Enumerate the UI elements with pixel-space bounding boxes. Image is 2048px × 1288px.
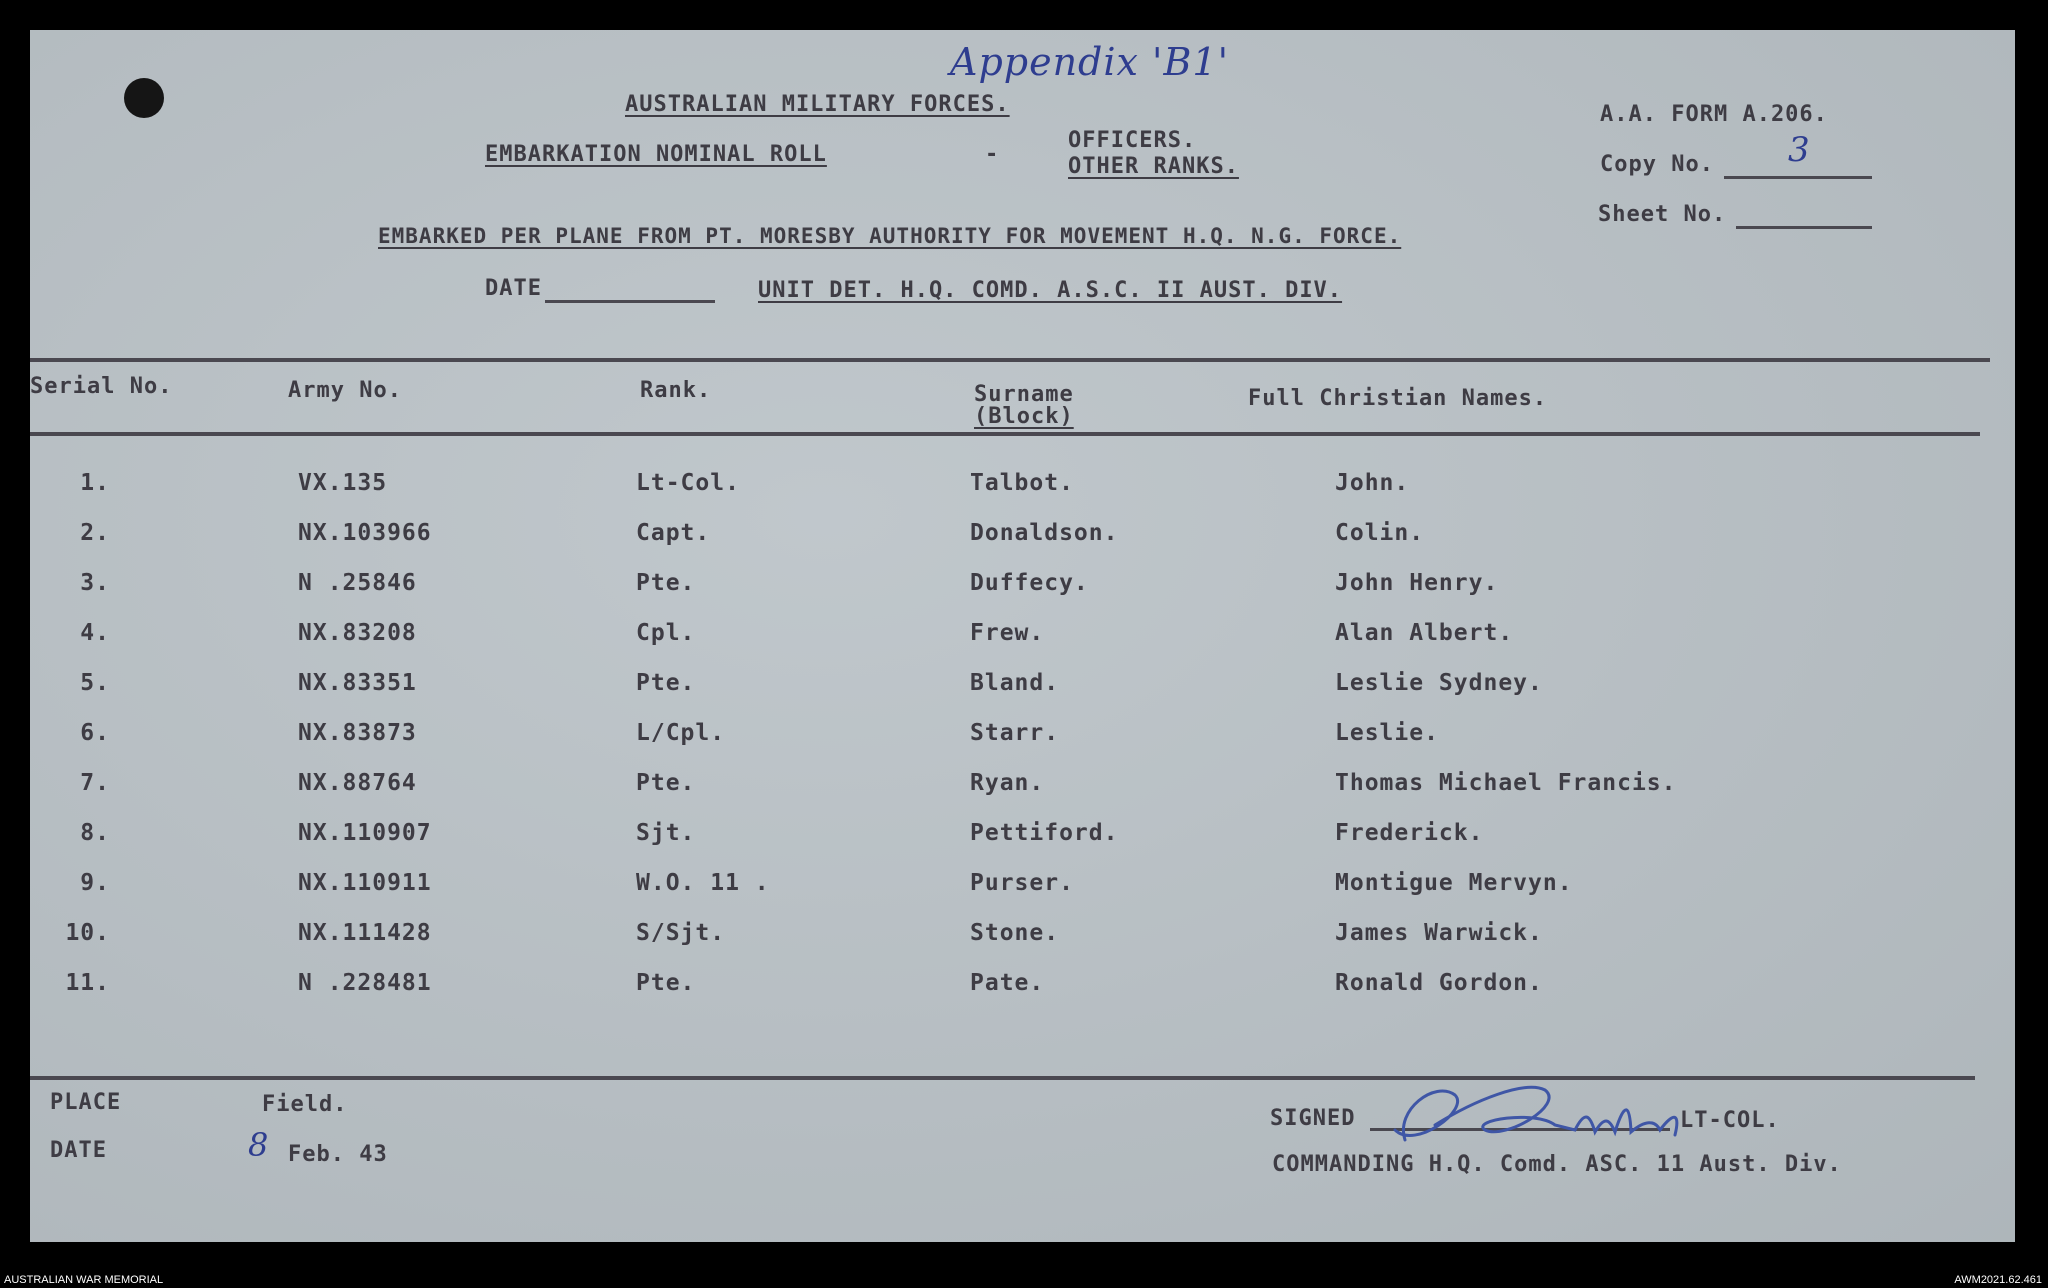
names-cell: James Warwick. — [1335, 920, 1543, 946]
army-no-cell: N .25846 — [298, 570, 417, 596]
surname-cell: Starr. — [970, 720, 1060, 746]
date-value-bottom: Feb. 43 — [288, 1142, 388, 1167]
copy-no-value: 3 — [1788, 130, 1811, 170]
army-no-cell: NX.88764 — [298, 770, 417, 796]
surname-cell: Bland. — [970, 670, 1060, 696]
table-row — [30, 570, 2015, 610]
rank-cell: Pte. — [636, 970, 696, 996]
surname-cell: Talbot. — [970, 470, 1074, 496]
serial-cell: 4. — [80, 620, 110, 646]
names-cell: Thomas Michael Francis. — [1335, 770, 1677, 796]
col-full-names: Full Christian Names. — [1248, 386, 1548, 411]
org-heading: AUSTRALIAN MILITARY FORCES. — [625, 92, 1010, 117]
names-cell: Frederick. — [1335, 820, 1484, 846]
names-cell: John Henry. — [1335, 570, 1499, 596]
table-row — [30, 520, 2015, 560]
army-no-cell: NX.83873 — [298, 720, 417, 746]
date-label-top: DATE — [485, 276, 542, 301]
serial-cell: 1. — [80, 470, 110, 496]
rank-cell: L/Cpl. — [636, 720, 726, 746]
embarked-line: EMBARKED PER PLANE FROM PT. MORESBY AUTHORITY FOR MOVEMENT H.Q. N.G. FORCE. — [378, 224, 1402, 248]
title-dash: - — [985, 142, 1000, 167]
unit-line: UNIT DET. H.Q. COMD. A.S.C. II AUST. DIV. — [758, 278, 1343, 303]
names-cell: Montigue Mervyn. — [1335, 870, 1573, 896]
date-line-top — [545, 300, 715, 303]
rank-cell: Sjt. — [636, 820, 696, 846]
col-army-no: Army No. — [288, 378, 402, 403]
surname-cell: Stone. — [970, 920, 1060, 946]
rank-cell: W.O. 11 . — [636, 870, 770, 896]
rank-cell: Pte. — [636, 570, 696, 596]
other-ranks-label: OTHER RANKS. — [1068, 154, 1239, 179]
document-sheet — [30, 30, 2015, 1242]
col-surname-block: (Block) — [974, 404, 1074, 429]
date-label-bottom: DATE — [50, 1138, 107, 1163]
col-serial: Serial No. — [30, 374, 173, 399]
army-no-cell: NX.110911 — [298, 870, 432, 896]
serial-cell: 5. — [80, 670, 110, 696]
form-number: A.A. FORM A.206. — [1600, 102, 1828, 127]
serial-cell: 8. — [80, 820, 110, 846]
roll-title: EMBARKATION NOMINAL ROLL — [485, 142, 827, 167]
army-no-cell: NX.111428 — [298, 920, 432, 946]
officers-label: OFFICERS. — [1068, 128, 1197, 153]
serial-cell: 3. — [80, 570, 110, 596]
signed-label: SIGNED — [1270, 1106, 1356, 1131]
surname-cell: Frew. — [970, 620, 1045, 646]
place-label: PLACE — [50, 1090, 122, 1115]
names-cell: Alan Albert. — [1335, 620, 1514, 646]
sheet-no-label: Sheet No. — [1598, 202, 1727, 227]
names-cell: John. — [1335, 470, 1410, 496]
table-row — [30, 920, 2015, 960]
table-row — [30, 870, 2015, 910]
rank-cell: Pte. — [636, 770, 696, 796]
rank-cell: Cpl. — [636, 620, 696, 646]
names-cell: Leslie Sydney. — [1335, 670, 1543, 696]
names-cell: Leslie. — [1335, 720, 1439, 746]
table-row — [30, 820, 2015, 860]
table-row — [30, 720, 2015, 760]
serial-cell: 11. — [65, 970, 110, 996]
commanding-line: COMMANDING H.Q. Comd. ASC. 11 Aust. Div. — [1272, 1152, 1842, 1177]
surname-cell: Ryan. — [970, 770, 1045, 796]
army-no-cell: NX.110907 — [298, 820, 432, 846]
col-rank: Rank. — [640, 378, 712, 403]
serial-cell: 10. — [65, 920, 110, 946]
archive-footer — [0, 1245, 2048, 1288]
date-day-handwritten: 8 — [248, 1126, 270, 1164]
surname-cell: Duffecy. — [970, 570, 1089, 596]
handwritten-appendix-note: Appendix 'B1' — [950, 40, 1230, 84]
copy-no-line — [1724, 176, 1872, 179]
surname-cell: Pettiford. — [970, 820, 1119, 846]
footer-institution: AUSTRALIAN WAR MEMORIAL — [4, 1274, 164, 1286]
rank-cell: Pte. — [636, 670, 696, 696]
rank-cell: S/Sjt. — [636, 920, 726, 946]
table-row — [30, 770, 2015, 810]
rank-cell: Lt-Col. — [636, 470, 740, 496]
serial-cell: 6. — [80, 720, 110, 746]
names-cell: Colin. — [1335, 520, 1425, 546]
army-no-cell: N .228481 — [298, 970, 432, 996]
table-top-rule — [30, 358, 1990, 362]
army-no-cell: NX.103966 — [298, 520, 432, 546]
table-row — [30, 970, 2015, 1010]
table-header-rule — [30, 432, 1980, 436]
place-value: Field. — [262, 1092, 348, 1117]
army-no-cell: NX.83351 — [298, 670, 417, 696]
table-row — [30, 670, 2015, 710]
army-no-cell: VX.135 — [298, 470, 388, 496]
surname-cell: Purser. — [970, 870, 1074, 896]
col-surname: Surname — [974, 382, 1074, 407]
serial-cell: 7. — [80, 770, 110, 796]
signer-rank: LT-COL. — [1680, 1108, 1780, 1133]
table-row — [30, 470, 2015, 510]
footer-accession-number: AWM2021.62.461 — [1954, 1274, 2042, 1286]
serial-cell: 9. — [80, 870, 110, 896]
surname-cell: Donaldson. — [970, 520, 1119, 546]
surname-cell: Pate. — [970, 970, 1045, 996]
table-row — [30, 620, 2015, 660]
copy-no-label: Copy No. — [1600, 152, 1714, 177]
punch-hole — [124, 78, 164, 118]
army-no-cell: NX.83208 — [298, 620, 417, 646]
names-cell: Ronald Gordon. — [1335, 970, 1543, 996]
sheet-no-line — [1736, 226, 1872, 229]
serial-cell: 2. — [80, 520, 110, 546]
rank-cell: Capt. — [636, 520, 711, 546]
